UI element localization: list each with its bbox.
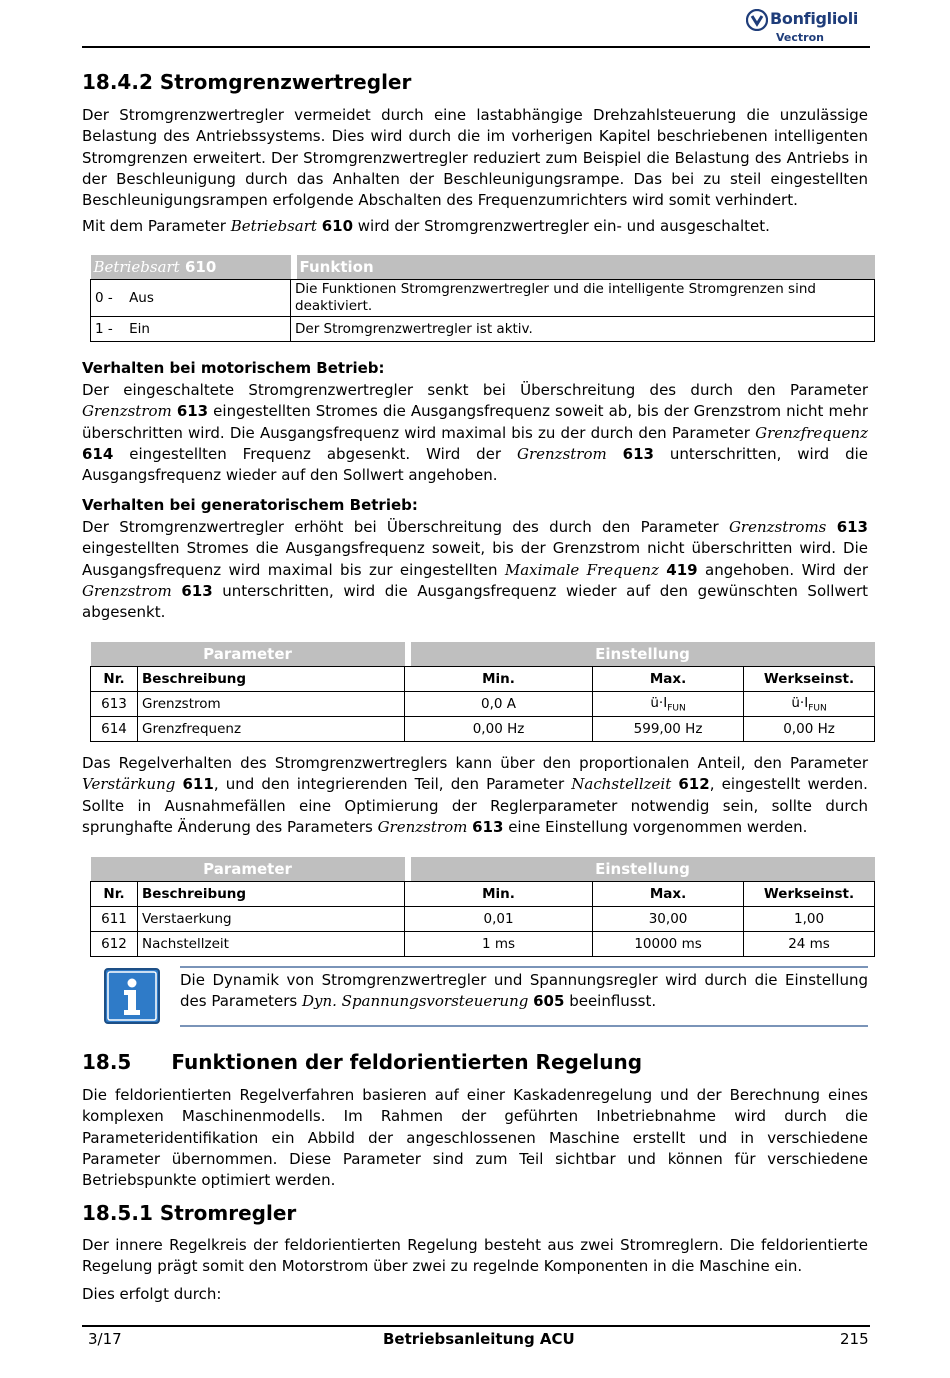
mode-func: Der Stromgrenzwertregler ist aktiv. xyxy=(291,317,875,342)
table-row: 614 Grenzfrequenz 0,00 Hz 599,00 Hz 0,00 Hz xyxy=(91,717,875,742)
table-row: 613 Grenzstrom 0,0 A $ü\cdot I_{FUN}$ $ü\cdot I_{FUN}$ xyxy=(91,692,875,717)
paragraph-185: Die feldorientierten Regelverfahren basieren auf einer Kaskadenregelung und der Berechnung eines komplexen Maschinenmodells. Im Rahmen der geführten Inbetriebnahme wird durch die Parameteridentifikation ein Abbild der angeschlossenen Maschine erstellt und in verschiedene Parameter übernommen. Diese Parameter sind zum Teil sichtbar und können für verschiedene Betriebspunkte optimiert werden. xyxy=(82,1086,868,1190)
table-row: 611 Verstaerkung 0,01 30,00 1,00 xyxy=(91,907,875,932)
table1-group-param: Parameter xyxy=(91,642,405,667)
paragraph-1851: Der innere Regelkreis der feldorientierten Regelung besteht aus zwei Stromreglern. Die feldorientierte Regelung prägt somit den Motorstrom über zwei zu regelnde Komponenten in die Maschine ein. xyxy=(82,1236,868,1276)
table-row: 612 Nachstellzeit 1 ms 10000 ms 24 ms xyxy=(91,932,875,957)
brand-logo-icon xyxy=(746,9,768,31)
section-title-18-5: 18.5 Funktionen der feldorientierten Regelung xyxy=(82,1050,643,1074)
info-text: Die Dynamik von Stromgrenzwertregler und Spannungsregler wird durch die Einstellung des Parameters Dyn. Spannungsvorsteuerung 605 beeinflusst. xyxy=(180,971,868,1011)
brand-logo xyxy=(746,8,870,46)
regel-paragraph: Das Regelverhalten des Stromgrenzwertreglers kann über den proportionalen Anteil, den Parameter Verstärkung 611, und den integrierenden Teil, den Parameter Nachstellzeit 612, eingestellt werden. Sollte in Ausnahmefällen eine Optimierung der Reglerparameter notwendig sein, sollte durch sprunghafte Änderung des Parameters Grenzstrom 613 eine Einstellung vorgenommen werden. xyxy=(82,754,868,836)
gen-paragraph: Der Stromgrenzwertregler erhöht bei Überschreitung des durch den Parameter Grenzstroms 613 eingestellten Stromes die Ausgangsfrequenz soweit, bis der Grenzstrom nicht überschritten wird. Die Ausgangsfrequenz wird maximal bis zur eingestellten Maximale Frequenz 419 angehoben. Wird der Grenzstrom 613 unterschritten, wird die Ausgangsfrequenz wieder auf den gewünschten Sollwert abgesenkt. xyxy=(82,518,869,622)
info-icon xyxy=(104,968,160,1024)
footer-rule xyxy=(82,1325,870,1327)
paragraph-1851-b: Dies erfolgt durch: xyxy=(82,1285,222,1303)
table-header-row: Nr. Beschreibung Min. Max. Werkseinst. xyxy=(91,667,875,692)
mode-name: Aus xyxy=(129,290,154,306)
param-table-2 xyxy=(90,857,875,957)
mode-table-head-func: Funktion xyxy=(297,255,875,280)
section-title-18-4-2: 18.4.2 Stromgrenzwertregler xyxy=(82,70,412,94)
table-row xyxy=(91,317,875,342)
motor-paragraph: Der eingeschaltete Stromgrenzwertregler senkt bei Überschreitung des durch den Parameter Grenzstrom 613 eingestellten Stromes die Ausgangsfrequenz soweit ab, bis der Grenzstrom nicht mehr überschritten wird. Die Ausgangsfrequenz wird maximal bis zu der durch den Parameter Grenzfrequenz 614 eingestellten Frequenz abgesenkt. Wird der Grenzstrom 613 unterschritten, wird die Ausgangsfrequenz wieder auf den Sollwert angehoben. xyxy=(82,381,868,485)
mode-name: Ein xyxy=(129,321,150,337)
header-rule xyxy=(82,46,870,48)
mode-table xyxy=(90,255,875,342)
section-title-18-5-1: 18.5.1 Stromregler xyxy=(82,1201,297,1225)
brand-sub: Vectron xyxy=(776,31,824,44)
table2-group-set: Einstellung xyxy=(411,857,875,882)
footer-page-number: 215 xyxy=(840,1330,869,1348)
info-rule-bottom xyxy=(180,1025,868,1027)
mode-func: Die Funktionen Stromgrenzwertregler und die intelligente Stromgrenzen sind deaktiviert. xyxy=(291,280,875,317)
paragraph-intro: Der Stromgrenzwertregler vermeidet durch eine lastabhängige Drehzahlsteuerung die unzulässige Belastung des Antriebssystems. Dies wird durch die im vorherigen Kapitel beschriebenen intelligenten Stromgrenzen erweitert. Der Stromgrenzwertregler reduziert zum Beispiel die Belastung des Antriebs in der Beschleunigung durch das Anhalten der Beschleunigungsrampe. Das bei zu steil eingestellten Beschleunigungsrampen erfolgende Abschalten des Frequenzumrichters wird somit verhindert. xyxy=(82,106,868,210)
paragraph-mode-param: Mit dem Parameter Betriebsart 610 wird der Stromgrenzwertregler ein- und ausgeschaltet. xyxy=(82,217,770,235)
brand-name: Bonfiglioli xyxy=(770,9,859,28)
footer-left: 3/17 xyxy=(88,1330,122,1348)
param-table-1 xyxy=(90,642,875,742)
table-row xyxy=(91,280,875,317)
motor-heading: Verhalten bei motorischem Betrieb: xyxy=(82,359,385,377)
mode-code: 0 - xyxy=(95,290,113,306)
info-rule-top xyxy=(180,966,868,968)
mode-table-head-param: Betriebsart 610 xyxy=(91,255,291,280)
table-header-row: Nr. Beschreibung Min. Max. Werkseinst. xyxy=(91,882,875,907)
mode-code: 1 - xyxy=(95,321,113,337)
table2-group-param: Parameter xyxy=(91,857,405,882)
footer-center: Betriebsanleitung ACU xyxy=(383,1330,575,1348)
gen-heading: Verhalten bei generatorischem Betrieb: xyxy=(82,496,418,514)
table1-group-set: Einstellung xyxy=(411,642,875,667)
